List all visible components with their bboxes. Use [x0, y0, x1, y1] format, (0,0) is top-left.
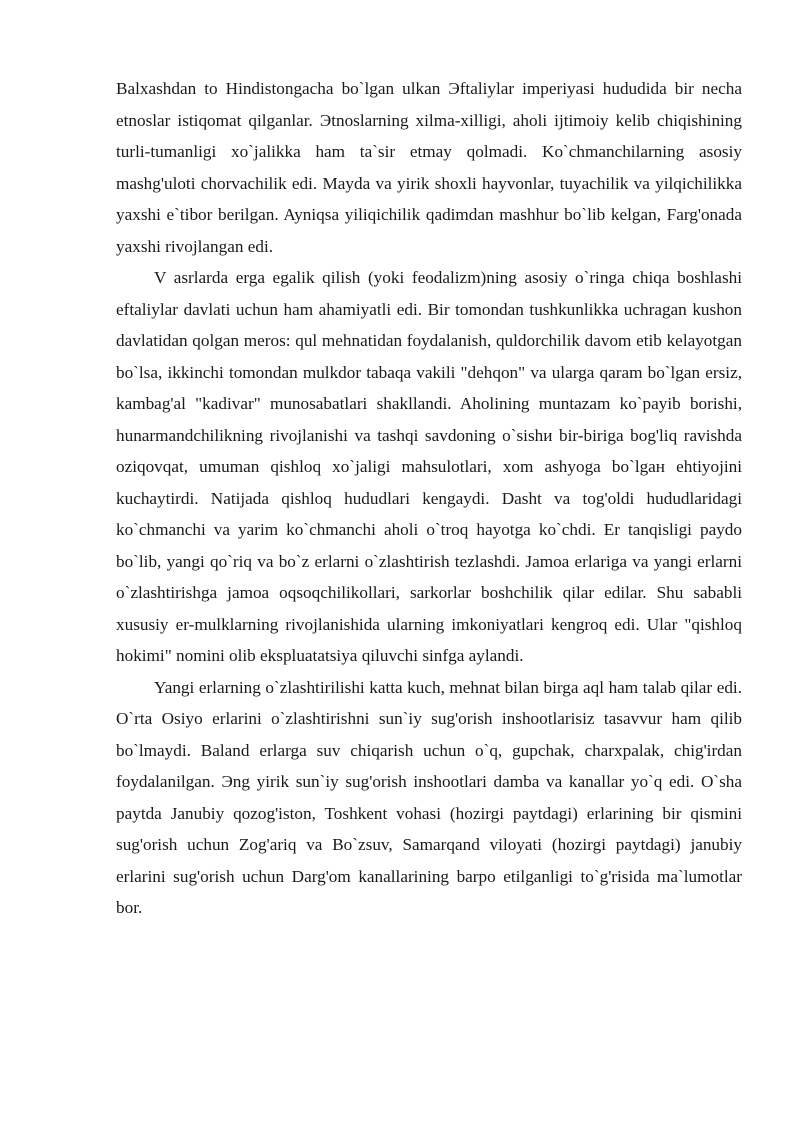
paragraph-irrigation: Yangi erlarning o`zlashtirilishi katta kuch, mehnat bilan birga aql ham talab qilar edi. O`rta Osiyo erlarini o`zlashtirishni sun`iy sug'orish inshootlarisiz tasavvur ham qilib bo`lmaydi. Baland erlarga suv chiqarish uchun o`q, gupchak, charxpalak, chig'irdan foydalanilgan. Эng yirik sun`iy sug'orish inshootlari damba va kanallar yo`q edi. O`sha paytda Janubiy qozog'iston, Toshkent vohasi (hozirgi paytdagi) erlarining bir qismini sug'orish uchun Zog'ariq va Bo`zsuv, Samarqand viloyati (hozirgi paytdagi) janubiy erlarini sug'orish uchun Darg'om kanallarining barpo etilganligi to`g'risida ma`lumotlar bor.	[116, 677, 742, 917]
paragraph-feudalism: V asrlarda erga egalik qilish (yoki feodalizm)ning asosiy o`ringa chiqa boshlashi eftaliylar davlati uchun ham ahamiyatli edi. Bir tomondan tushkunlikka uchragan kushon davlatidan qolgan meros: qul mehnatidan foydalanish, quldorchilik davom etib kelayotgan bo`lsa, ikkinchi tomondan mulkdor tabaqa vakili "dehqon" va ularga qaram bo`lgan ersiz, kambag'al "kadivar" munosabatlari shakllandi. Aholining muntazam ko`payib borishi, hunarmandchilikning rivojlanishi va tashqi savdoning o`sishи bir-biriga bog'liq ravishda oziqovqat, umuman qishloq xo`jaligi mahsulotlari, xom ashyoga bo`lgaн ehtiyojini kuchaytirdi. Natijada qishloq hududlari kengaydi. Dasht va tog'oldi hududlaridagi ko`chmanchi va yarim ko`chmanchi aholi o`troq hayotga ko`chdi. Er tanqisligi paydo bo`lib, yangi qo`riq va bo`z erlarni o`zlashtirish tezlashdi. Jamoa erlariga va yangi erlarni o`zlashtirishga jamoa oqsoqchilikollari, sarkorlar boshchilik qilar edilar. Shu sababli xususiy er-mulklarning rivojlanishida ularning imkoniyatlari kengroq edi. Ular "qishloq hokimi" nomini olib ekspluatatsiya qiluvchi sinfga aylandi.	[116, 268, 742, 665]
paragraph-ephthalite-economy: Balxashdan to Hindistongacha bo`lgan ulkan Эftaliylar imperiyasi hududida bir necha etnoslar istiqomat qilganlar. Эtnoslarning xilma-xilligi, aholi ijtimoiy kelib chiqishining turli-tumanligi xo`jalikka ham ta`sir etmay qolmadi. Ko`chmanchilarning asosiy mashg'uloti chorvachilik edi. Mayda va yirik shoxli hayvonlar, tuyachilik va yilqichilikka yaxshi e`tibor berilgan. Ayniqsa yiliqichilik qadimdan mashhur bo`lib kelgan, Farg'onada yaxshi rivojlangan edi.	[116, 79, 742, 256]
body-text	[116, 73, 742, 924]
